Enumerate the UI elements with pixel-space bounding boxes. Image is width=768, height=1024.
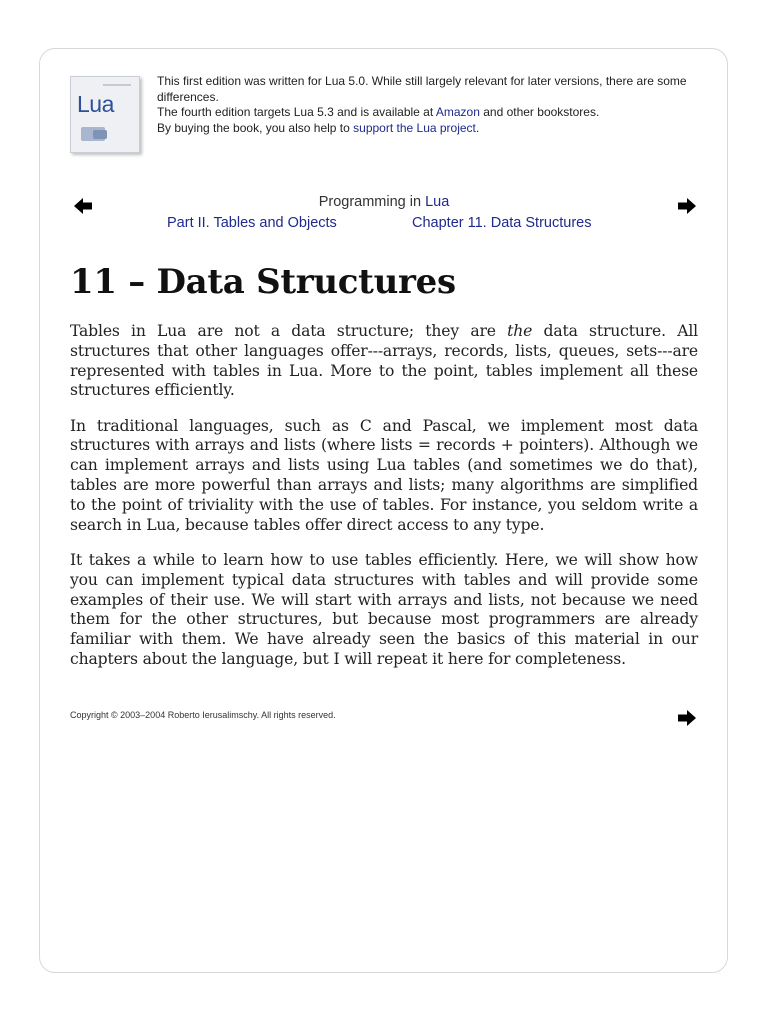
banner-text (157, 74, 717, 136)
banner-line: This first edition was written for Lua 5.0. While still largely relevant for later versions, there are some differences. (157, 74, 687, 104)
copyright-notice: Copyright © 2003–2004 Roberto Ierusalimschy. All rights reserved. (70, 710, 336, 720)
banner-line (157, 105, 717, 121)
paragraph-text: data structure. All structures that other languages offer---arrays, records, lists, queues, sets---are represented with tables in Lua. More to the point, tables implement all these structures efficiently. (70, 322, 698, 400)
book-title-nav (70, 194, 698, 210)
chapter-link[interactable]: Chapter 11. Data Structures (412, 215, 592, 231)
banner-line (157, 121, 717, 137)
lua-home-link[interactable]: Lua (425, 194, 450, 210)
cover-decoration (103, 84, 131, 86)
banner-text-span: By buying the book, you also help to (157, 120, 354, 135)
page-title: 11 – Data Structures (70, 262, 456, 302)
paragraph-text: Tables in Lua are not a data structure; they are (70, 322, 508, 340)
support-lua-link[interactable]: support the Lua project (353, 120, 476, 135)
part-link[interactable]: Part II. Tables and Objects (167, 215, 337, 231)
book-cover-image[interactable] (70, 76, 140, 153)
chapter-body (70, 322, 698, 685)
cover-logo-mark (93, 130, 107, 139)
paragraph: It takes a while to learn how to use tables efficiently. Here, we will show how you can implement typical data structures with tables and will provide some examples of their use. We will start with arrays and lists, not because we need them for the other structures, but because most programmers are already familiar with them. We have already seen the basics of this material in our chapters about the language, but I will repeat it here for completeness. (70, 550, 698, 668)
banner-text-span: The fourth edition targets Lua 5.3 and is available at (157, 105, 436, 119)
paragraph (70, 322, 698, 401)
amazon-link[interactable]: Amazon (435, 105, 480, 119)
edition-banner (70, 74, 710, 158)
banner-text-span: . (475, 120, 480, 135)
emphasis-text: the (507, 322, 533, 340)
paragraph: In traditional languages, such as C and Pascal, we implement most data structures with arrays and lists (where lists = records + pointers). Although we can implement arrays and lists using Lua tables (and sometimes we do that), tables are more powerful than arrays and lists; many algorithms are simplified to the point of triviality with the use of tables. For instance, you seldom write a search in Lua, because tables offer direct access to any type. (70, 416, 698, 534)
book-title-prefix: Programming in (318, 194, 426, 210)
cover-title: Lua (77, 91, 114, 117)
banner-text-span: and other bookstores. (479, 105, 600, 119)
footer-next-arrow-icon[interactable] (677, 708, 697, 728)
